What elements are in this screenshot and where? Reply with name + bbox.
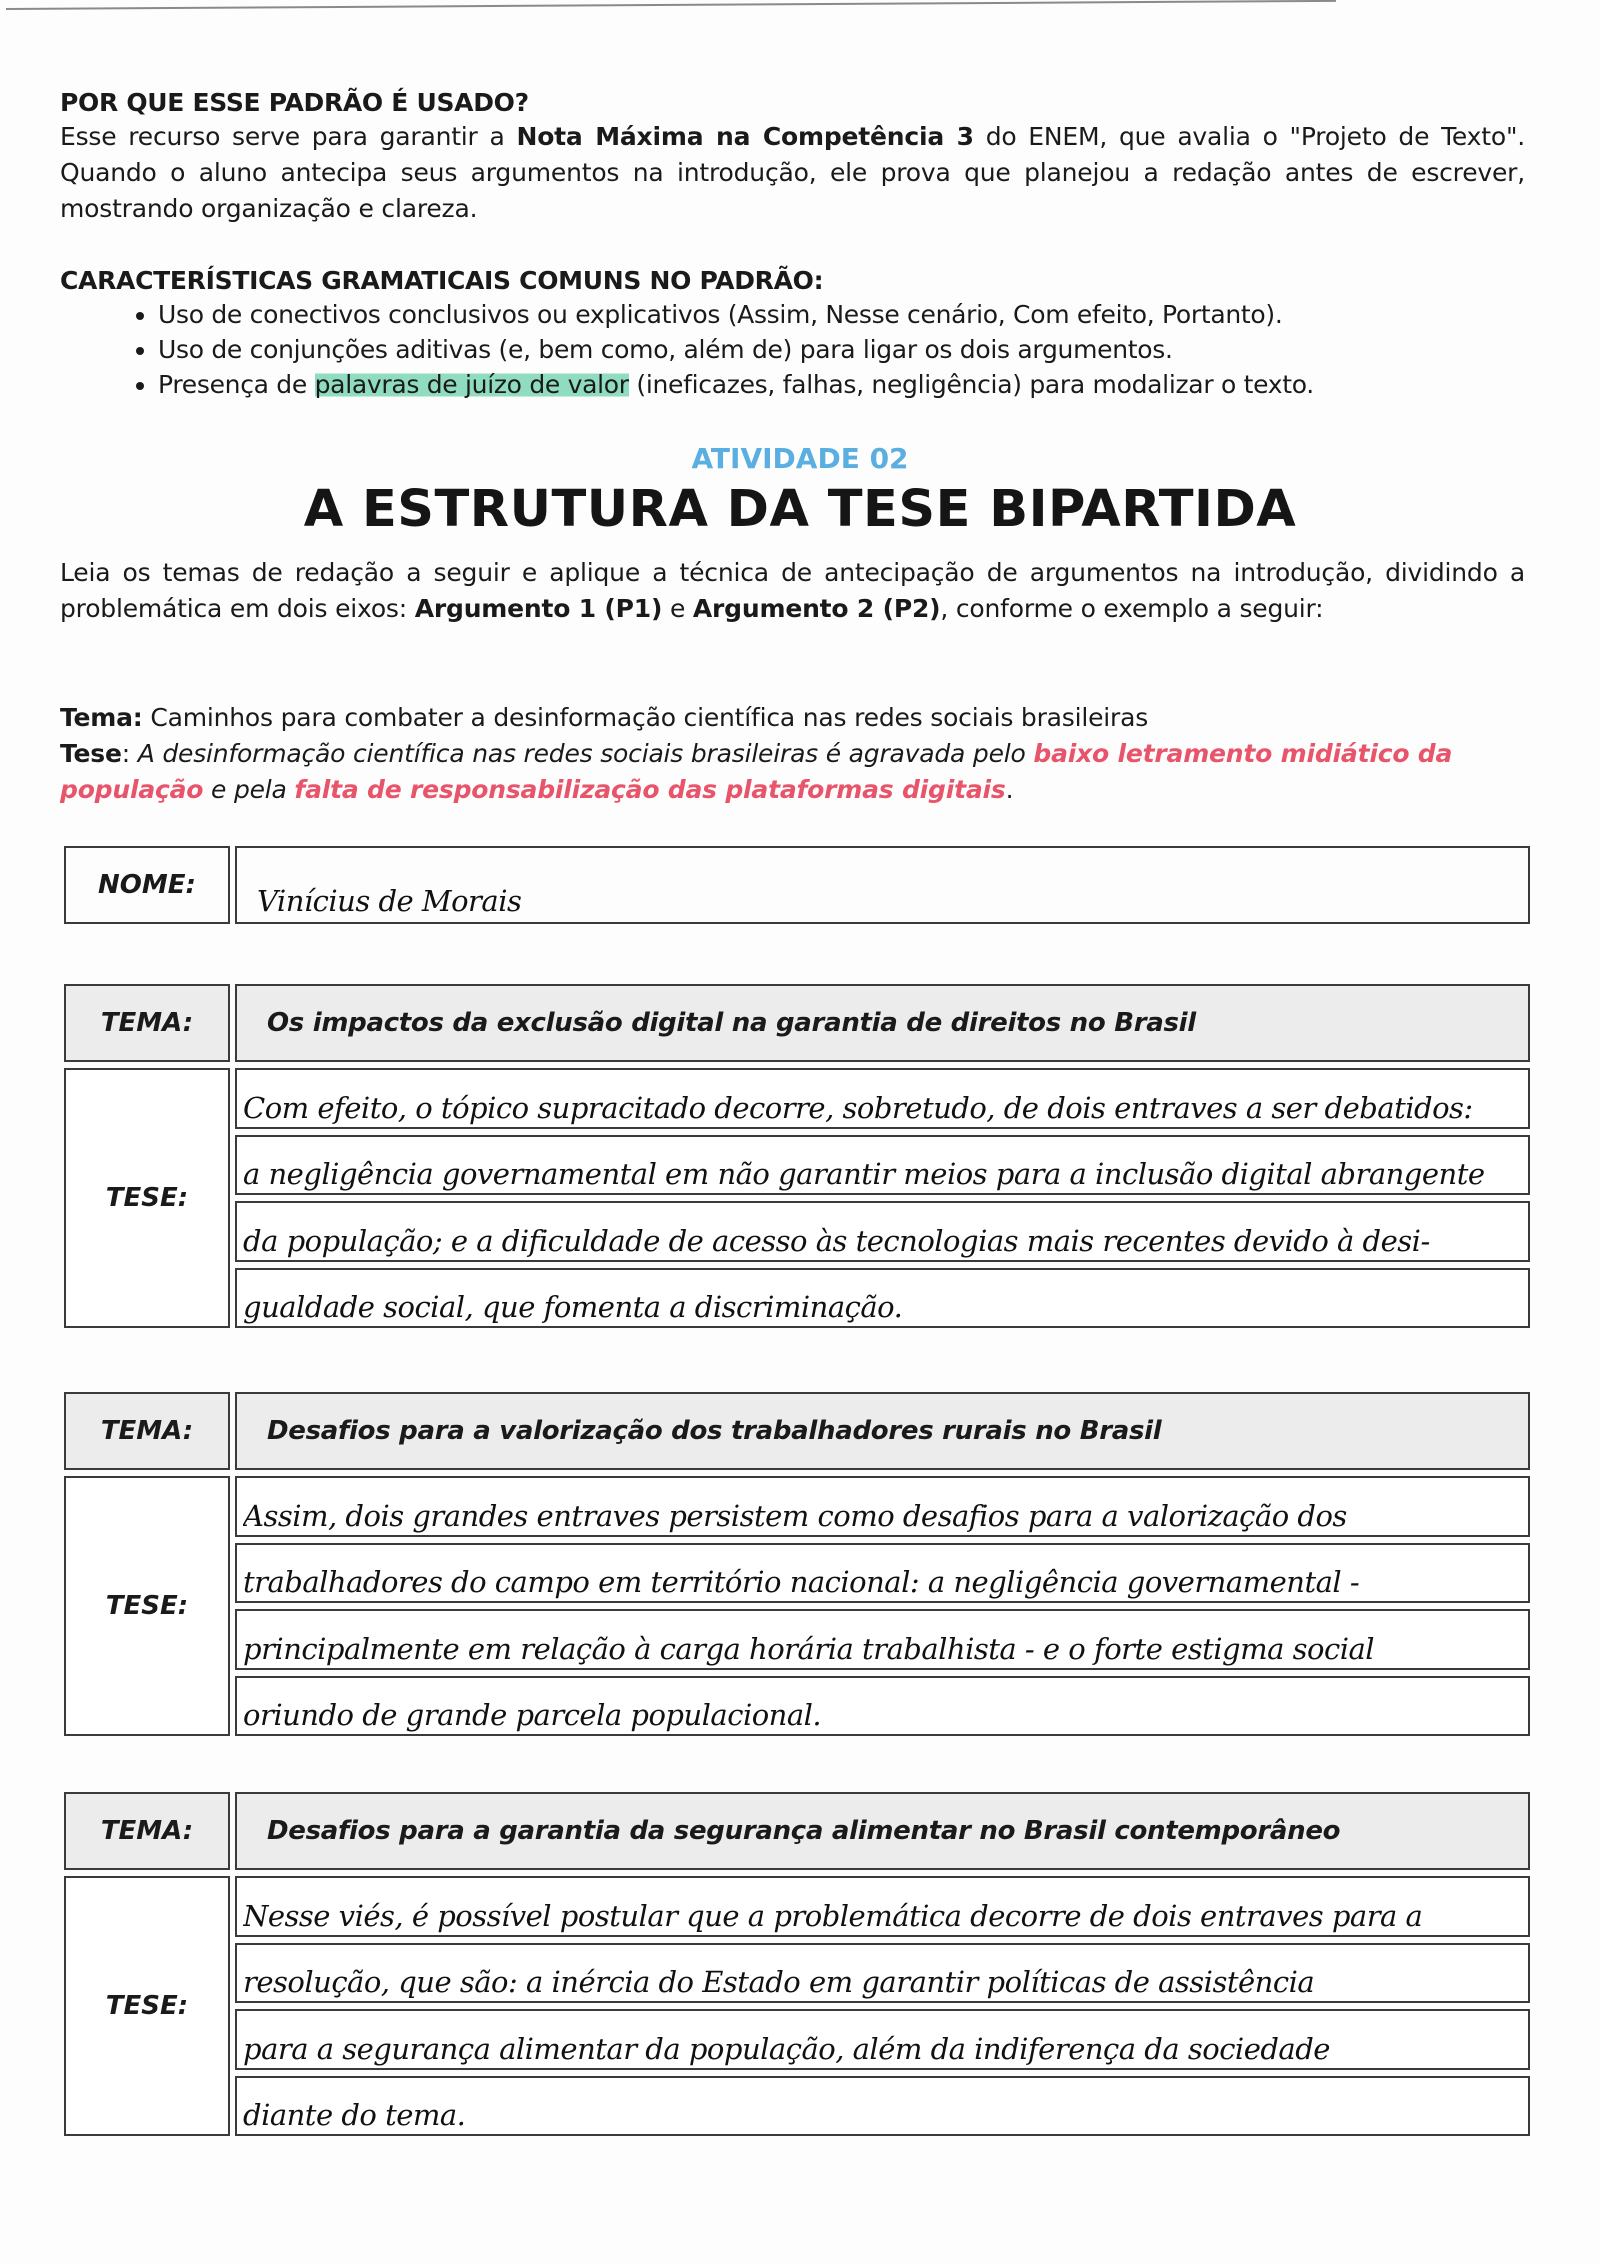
bullet-suffix: (ineficazes, falhas, negligência) para modalizar o texto.	[628, 370, 1314, 399]
example-argument-2: falta de responsabilização das plataformas digitais	[294, 775, 1006, 804]
handwritten-line: a negligência governamental em não garantir meios para a inclusão digital abrangente	[243, 1157, 1485, 1191]
tese-label: TESE:	[64, 1476, 230, 1736]
example-argument-1: baixo letramento midiático da população	[60, 739, 1453, 804]
answer-line[interactable]	[235, 1135, 1530, 1196]
tese-label: TESE:	[64, 1876, 230, 2136]
handwritten-line: Nesse viés, é possível postular que a problemática decorre de dois entraves para a	[243, 1898, 1423, 1933]
tema-row-3	[64, 1792, 1530, 1870]
grammar-heading: CARACTERÍSTICAS GRAMATICAIS COMUNS NO PADRÃO:	[60, 266, 824, 295]
why-text-bold: Nota Máxima na Competência 3	[516, 122, 974, 151]
tese-label: TESE:	[64, 1068, 230, 1328]
example-block	[60, 700, 1525, 808]
example-tema	[60, 700, 1525, 736]
answer-line[interactable]	[235, 1876, 1530, 1937]
tema-text: Os impactos da exclusão digital na garantia de direitos no Brasil	[235, 984, 1530, 1062]
tese-row-2	[64, 1476, 1530, 1736]
answer-line[interactable]	[235, 1268, 1530, 1329]
handwritten-line: para a segurança alimentar da população, além da indiferença da sociedade	[243, 2031, 1330, 2066]
tema-label: TEMA:	[64, 1792, 230, 1870]
answer-line[interactable]	[235, 2009, 1530, 2070]
tese-row-3	[64, 1876, 1530, 2136]
bullet-item	[158, 367, 1525, 402]
instructions	[60, 555, 1525, 627]
example-tese	[60, 736, 1525, 808]
why-text-end: do ENEM, que avalia o "Projeto de Texto". Quando o aluno antecipa seus argumentos na introdução, ele prova que planejou a redação antes de escrever, mostrando organização e clareza.	[60, 122, 1525, 223]
bullet-item: • Uso de conjunções aditivas (e, bem como, além de) para ligar os dois argumentos.	[158, 332, 1525, 367]
argument-2-label: Argumento 2 (P2)	[692, 594, 941, 623]
name-label: NOME:	[64, 846, 230, 924]
activity-title: A ESTRUTURA DA TESE BIPARTIDA	[303, 480, 1297, 539]
tema-row-2	[64, 1392, 1530, 1470]
example-tema-text: Caminhos para combater a desinformação científica nas redes sociais brasileiras	[142, 703, 1149, 732]
example-tese-label: Tese	[60, 739, 122, 768]
name-handwritten-value: Vinícius de Morais	[257, 884, 522, 918]
grammar-bullet-list	[60, 297, 1525, 402]
example-tese-end: .	[1005, 775, 1014, 804]
answer-line[interactable]	[235, 1543, 1530, 1604]
handwritten-line: Assim, dois grandes entraves persistem como desafios para a valorização dos	[243, 1498, 1347, 1533]
name-field[interactable]	[235, 846, 1530, 924]
tema-label: TEMA:	[64, 1392, 230, 1470]
handwritten-line: da população; e a dificuldade de acesso às tecnologias mais recentes devido à desi-	[243, 1223, 1430, 1258]
argument-1-label: Argumento 1 (P1)	[414, 594, 663, 623]
handwritten-line: oriundo de grande parcela populacional.	[243, 1698, 822, 1732]
handwritten-line: diante do tema.	[243, 2098, 466, 2132]
why-text-start: Esse recurso serve para garantir a	[60, 122, 517, 151]
handwritten-line: trabalhadores do campo em território nacional: a negligência governamental -	[243, 1565, 1360, 1599]
answer-line[interactable]	[235, 2076, 1530, 2137]
example-tese-connector: e pela	[203, 775, 295, 804]
why-heading: POR QUE ESSE PADRÃO É USADO?	[60, 88, 529, 117]
instructions-paragraph	[60, 555, 1525, 627]
tese-answer-area[interactable]	[235, 1476, 1530, 1736]
answer-line[interactable]	[235, 1609, 1530, 1670]
example-tese-text: A desinformação científica nas redes sociais brasileiras é agravada pelo	[137, 739, 1034, 768]
why-section	[60, 88, 1525, 227]
tese-answer-area[interactable]	[235, 1876, 1530, 2136]
answer-line[interactable]	[235, 1476, 1530, 1537]
activity-label: ATIVIDADE 02	[691, 442, 909, 475]
tema-text: Desafios para a valorização dos trabalhadores rurais no Brasil	[235, 1392, 1530, 1470]
tese-answer-area[interactable]	[235, 1068, 1530, 1328]
why-paragraph	[60, 119, 1525, 227]
name-row	[64, 846, 1530, 924]
example-tema-label: Tema:	[60, 703, 143, 732]
instructions-connector: e	[662, 594, 693, 623]
page-top-rule	[6, 0, 1336, 10]
handwritten-line: resolução, que são: a inércia do Estado em garantir políticas de assistência	[243, 1965, 1315, 1999]
handwritten-line: principalmente em relação à carga horária trabalhista - e o forte estigma social	[243, 1631, 1375, 1666]
tema-text: Desafios para a garantia da segurança alimentar no Brasil contemporâneo	[235, 1792, 1530, 1870]
instructions-text-end: , conforme o exemplo a seguir:	[940, 594, 1324, 623]
answer-line[interactable]	[235, 1943, 1530, 2004]
highlighted-phrase: palavras de juízo de valor	[314, 370, 629, 399]
example-tese-colon: :	[121, 739, 138, 768]
handwritten-line: Com efeito, o tópico supracitado decorre, sobretudo, de dois entraves a ser debatidos:	[243, 1090, 1473, 1125]
answer-line[interactable]	[235, 1676, 1530, 1737]
tema-label: TEMA:	[64, 984, 230, 1062]
grammar-section	[60, 266, 1525, 402]
tema-row-1	[64, 984, 1530, 1062]
answer-line[interactable]	[235, 1068, 1530, 1129]
instructions-text: Leia os temas de redação a seguir e aplique a técnica de antecipação de argumentos na introdução, dividindo a problemática em dois eixos:	[60, 558, 1525, 623]
handwritten-line: gualdade social, que fomenta a discriminação.	[243, 1290, 903, 1324]
answer-line[interactable]	[235, 1201, 1530, 1262]
bullet-item: • Uso de conectivos conclusivos ou explicativos (Assim, Nesse cenário, Com efeito, Portanto).	[158, 297, 1525, 332]
tese-row-1	[64, 1068, 1530, 1328]
bullet-prefix: Presença de	[158, 370, 315, 399]
